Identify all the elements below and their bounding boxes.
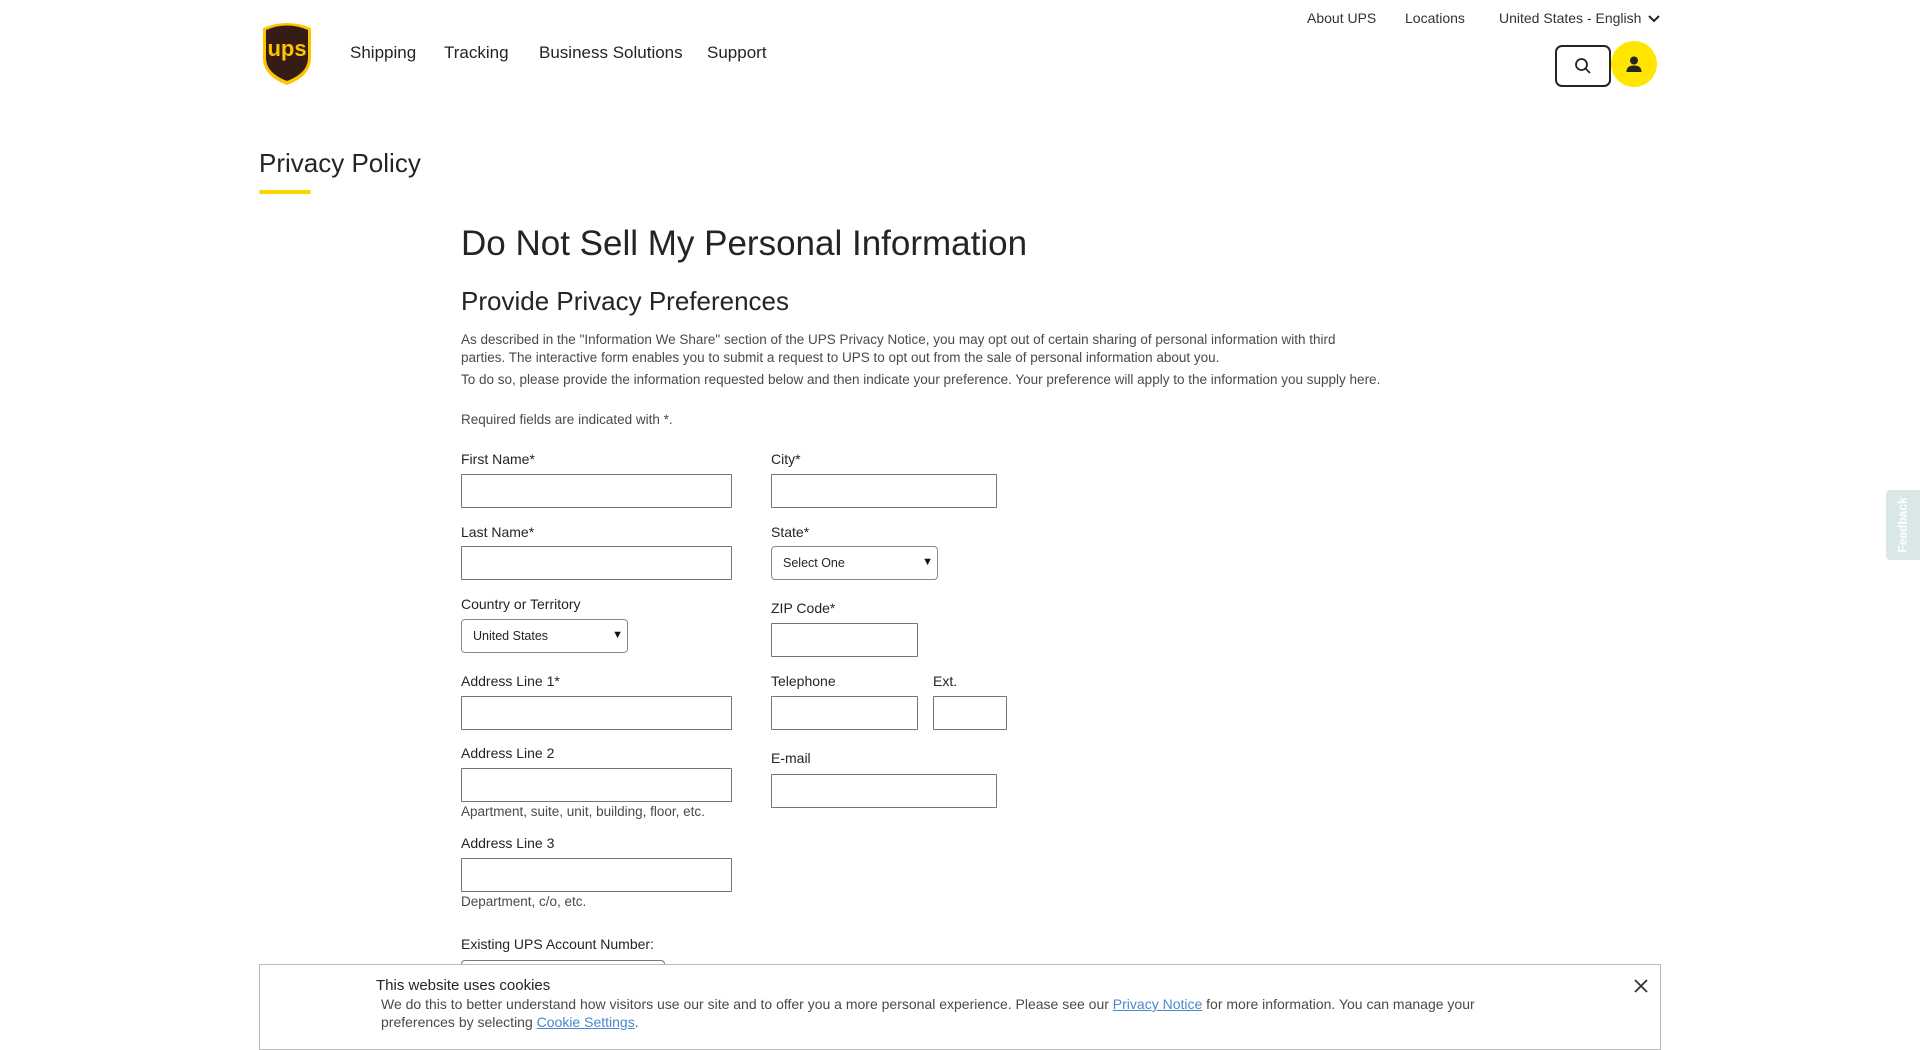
country-label: Country or Territory [461, 596, 581, 612]
locale-selector[interactable] [1499, 10, 1660, 26]
account-number-label: Existing UPS Account Number: [461, 936, 654, 952]
state-label: State* [771, 524, 810, 540]
email-label: E-mail [771, 750, 811, 766]
cookie-settings-link[interactable]: Cookie Settings [536, 1014, 635, 1030]
close-icon [1630, 975, 1652, 997]
sub-heading: Provide Privacy Preferences [461, 286, 790, 316]
email-input[interactable] [771, 774, 997, 808]
search-icon [1574, 57, 1592, 75]
address3-label: Address Line 3 [461, 835, 555, 851]
cookie-close-button[interactable] [1630, 975, 1652, 997]
cookie-text [381, 995, 1481, 1031]
search-button[interactable] [1555, 45, 1611, 87]
logo-text: ups [267, 36, 307, 61]
nav-shipping[interactable]: Shipping [350, 43, 417, 62]
city-input[interactable] [771, 474, 997, 508]
required-note [461, 411, 1381, 429]
address1-label: Address Line 1* [461, 673, 560, 689]
last-name-label: Last Name* [461, 524, 535, 540]
cookie-title: This website uses cookies [376, 977, 551, 994]
main-heading: Do Not Sell My Personal Information [461, 224, 1028, 263]
dropdown-arrow-icon: ▼ [612, 629, 623, 641]
address3-help: Department, c/o, etc. [461, 894, 587, 909]
address2-label: Address Line 2 [461, 745, 555, 761]
zip-label: ZIP Code* [771, 600, 836, 616]
intro-paragraph: As described in the "Information We Share" section of the UPS Privacy Notice, you may opt out of certain sharing of personal information with third parties. The interactive form enables you to submit a request to UPS to opt out from the sale of personal information about you. [461, 332, 1336, 365]
feedback-tab[interactable] [1886, 490, 1920, 560]
page-title: Privacy Policy [259, 148, 421, 178]
locations-link[interactable]: Locations [1405, 10, 1465, 26]
feedback-label: Feedback [1896, 497, 1911, 553]
required-note-text: Required fields are indicated with [461, 412, 660, 427]
privacy-notice-link[interactable]: Privacy Notice [1112, 996, 1203, 1012]
address3-input[interactable] [461, 858, 732, 892]
nav-tracking[interactable]: Tracking [444, 43, 509, 62]
ext-input[interactable] [933, 696, 1007, 730]
city-label: City* [771, 451, 801, 467]
first-name-label: First Name* [461, 451, 535, 467]
address2-help: Apartment, suite, unit, building, floor, etc. [461, 804, 705, 819]
country-select-value: United States [473, 629, 549, 643]
cookie-text-middle: for more information. You can manage your preferences by selecting [381, 996, 1475, 1030]
nav-business-solutions[interactable]: Business Solutions [539, 43, 683, 62]
ext-label: Ext. [933, 673, 958, 689]
chevron-down-icon [1648, 15, 1660, 23]
profile-button[interactable] [1611, 41, 1657, 87]
ups-logo[interactable] [259, 20, 315, 86]
zip-input[interactable] [771, 623, 918, 657]
about-ups-link[interactable]: About UPS [1307, 10, 1377, 26]
required-mark: *. [663, 412, 673, 427]
cookie-text-before: We do this to better understand how visitors use our site and to offer you a more personal experience. Please see our [381, 996, 1113, 1012]
address1-input[interactable] [461, 696, 732, 730]
dropdown-arrow-icon: ▼ [922, 556, 933, 568]
state-select[interactable] [771, 546, 938, 580]
nav-support[interactable]: Support [707, 43, 767, 62]
state-select-value: Select One [783, 556, 845, 570]
telephone-label: Telephone [771, 673, 836, 689]
address2-input[interactable] [461, 768, 732, 802]
country-select[interactable] [461, 619, 628, 653]
telephone-input[interactable] [771, 696, 918, 730]
cookie-banner [259, 964, 1661, 1050]
locale-label: United States - English [1499, 10, 1642, 26]
instructions-paragraph: To do so, please provide the information requested below and then indicate your preference. Your preference will apply to the information you supply here. [461, 372, 1381, 387]
cookie-text-end: . [634, 1014, 639, 1030]
first-name-input[interactable] [461, 474, 732, 508]
user-icon [1625, 55, 1643, 73]
last-name-input[interactable] [461, 546, 732, 580]
title-underline [259, 190, 311, 194]
